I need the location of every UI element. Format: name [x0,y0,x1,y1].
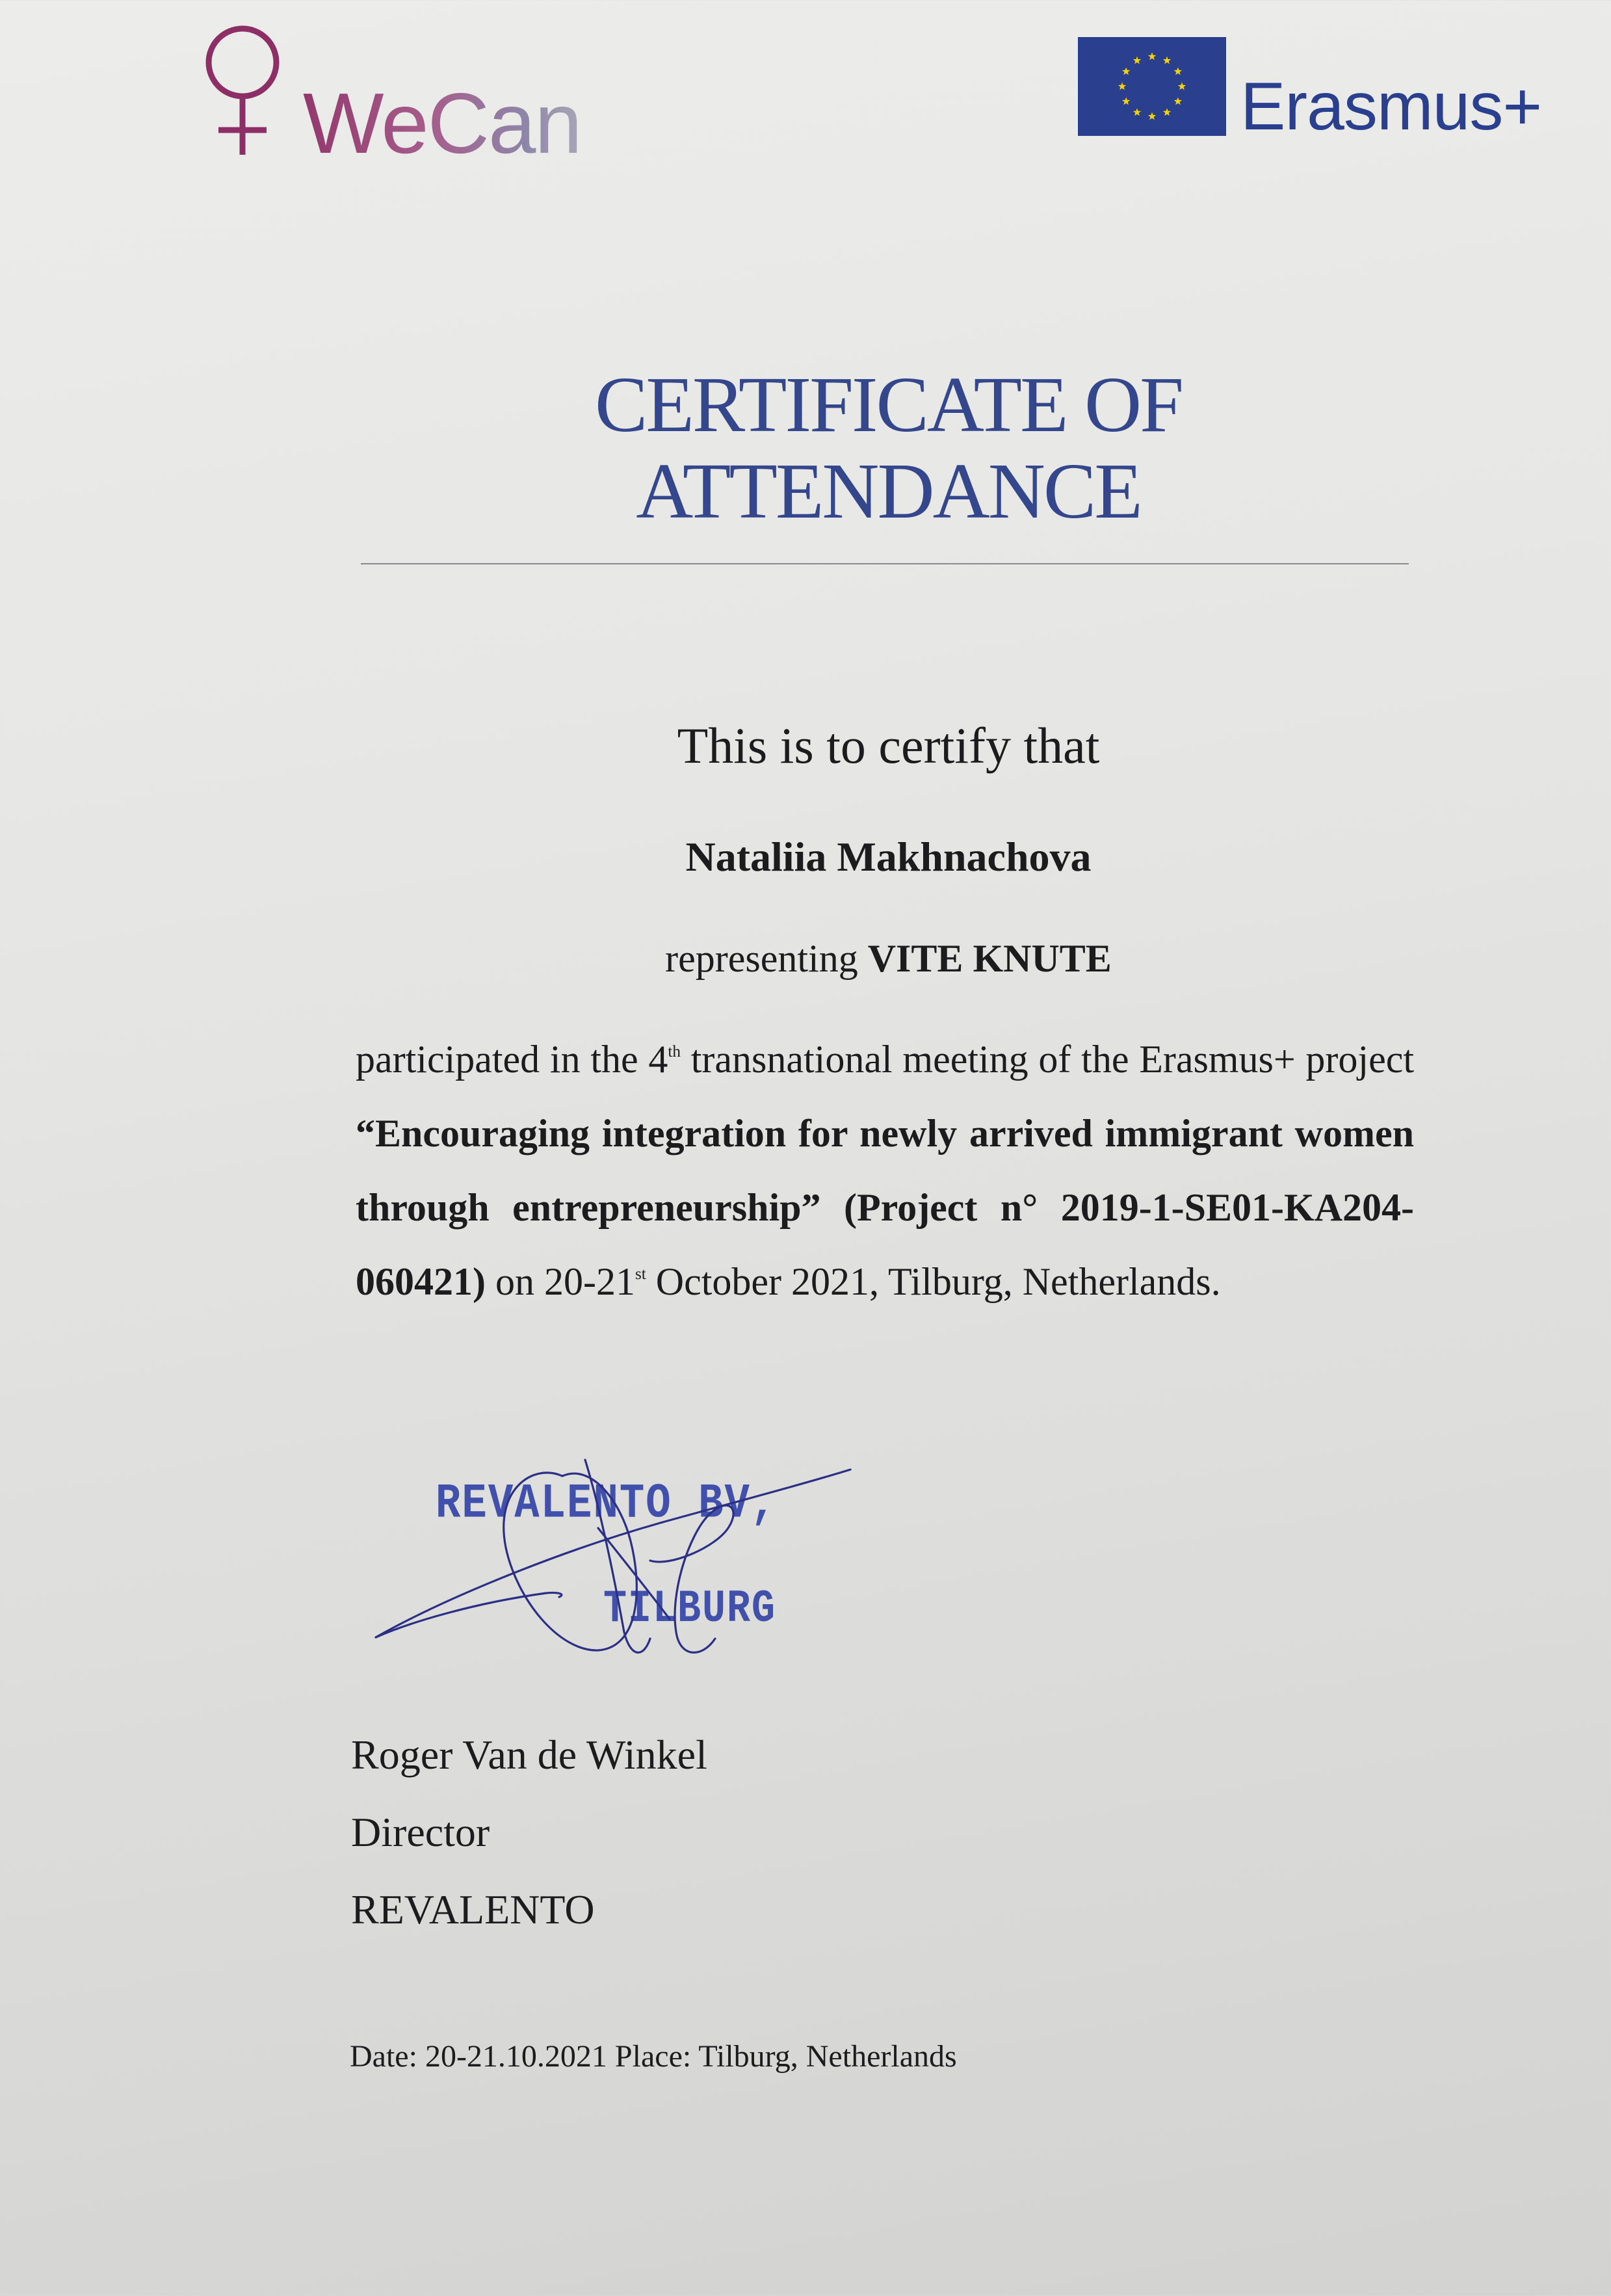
ordinal-suffix-1: th [668,1043,681,1061]
eu-star-icon [1163,57,1171,64]
eu-star-icon [1118,83,1126,90]
eu-star-icon [1174,98,1182,105]
stamp-text-line-2: TILBURG [603,1583,777,1636]
attendee-organization: VITE KNUTE [867,937,1112,980]
eu-star-icon [1133,108,1141,116]
project-title: “Encouraging integration for newly arrived immigrant women through entrepreneurship” (Project n° 2019-1-SE01-KA204-060421) [356,1112,1414,1303]
eu-star-icon [1122,68,1130,75]
eu-star-icon [1133,57,1141,64]
certificate-title-line-1: CERTIFICATE OF [594,361,1183,449]
stamp-text-line-1: REVALENTO BV, [436,1477,778,1533]
wecan-venus-icon [194,22,291,159]
statement-part-3: on 20-21 [485,1260,635,1303]
eu-star-icon [1174,68,1182,75]
eu-star-icon [1148,53,1156,60]
signatory-name: Roger Van de Winkel [351,1732,707,1778]
attendee-name: Nataliia Makhnachova [685,834,1092,880]
handwritten-signature [364,1398,871,1671]
eu-star-icon [1178,83,1186,90]
signatory-organization: REVALENTO [351,1886,595,1933]
erasmus-plus-logo: Erasmus+ [1240,69,1542,144]
signatory-role: Director [351,1809,490,1855]
certificate-title-line-2: ATTENDANCE [636,447,1141,535]
eu-star-icon [1122,98,1130,105]
representing-line [0,936,1611,981]
wecan-logo: WeCan [303,75,581,171]
representing-label: representing [665,937,858,980]
eu-star-icon [1148,112,1156,120]
statement-part-2: transnational meeting of the Erasmus+ project [681,1038,1414,1081]
statement-part-1: participated in the 4 [356,1038,668,1081]
certify-text: This is to certify that [677,717,1100,774]
statement-part-4: October 2021, Tilburg, Netherlands. [646,1260,1221,1303]
ordinal-suffix-2: st [635,1265,646,1284]
attendance-statement [356,1022,1414,1319]
eu-star-icon [1163,108,1171,116]
eu-flag-icon [1078,37,1226,136]
title-divider [361,563,1409,564]
date-place-line: Date: 20-21.10.2021 Place: Tilburg, Netherlands [350,2039,957,2074]
